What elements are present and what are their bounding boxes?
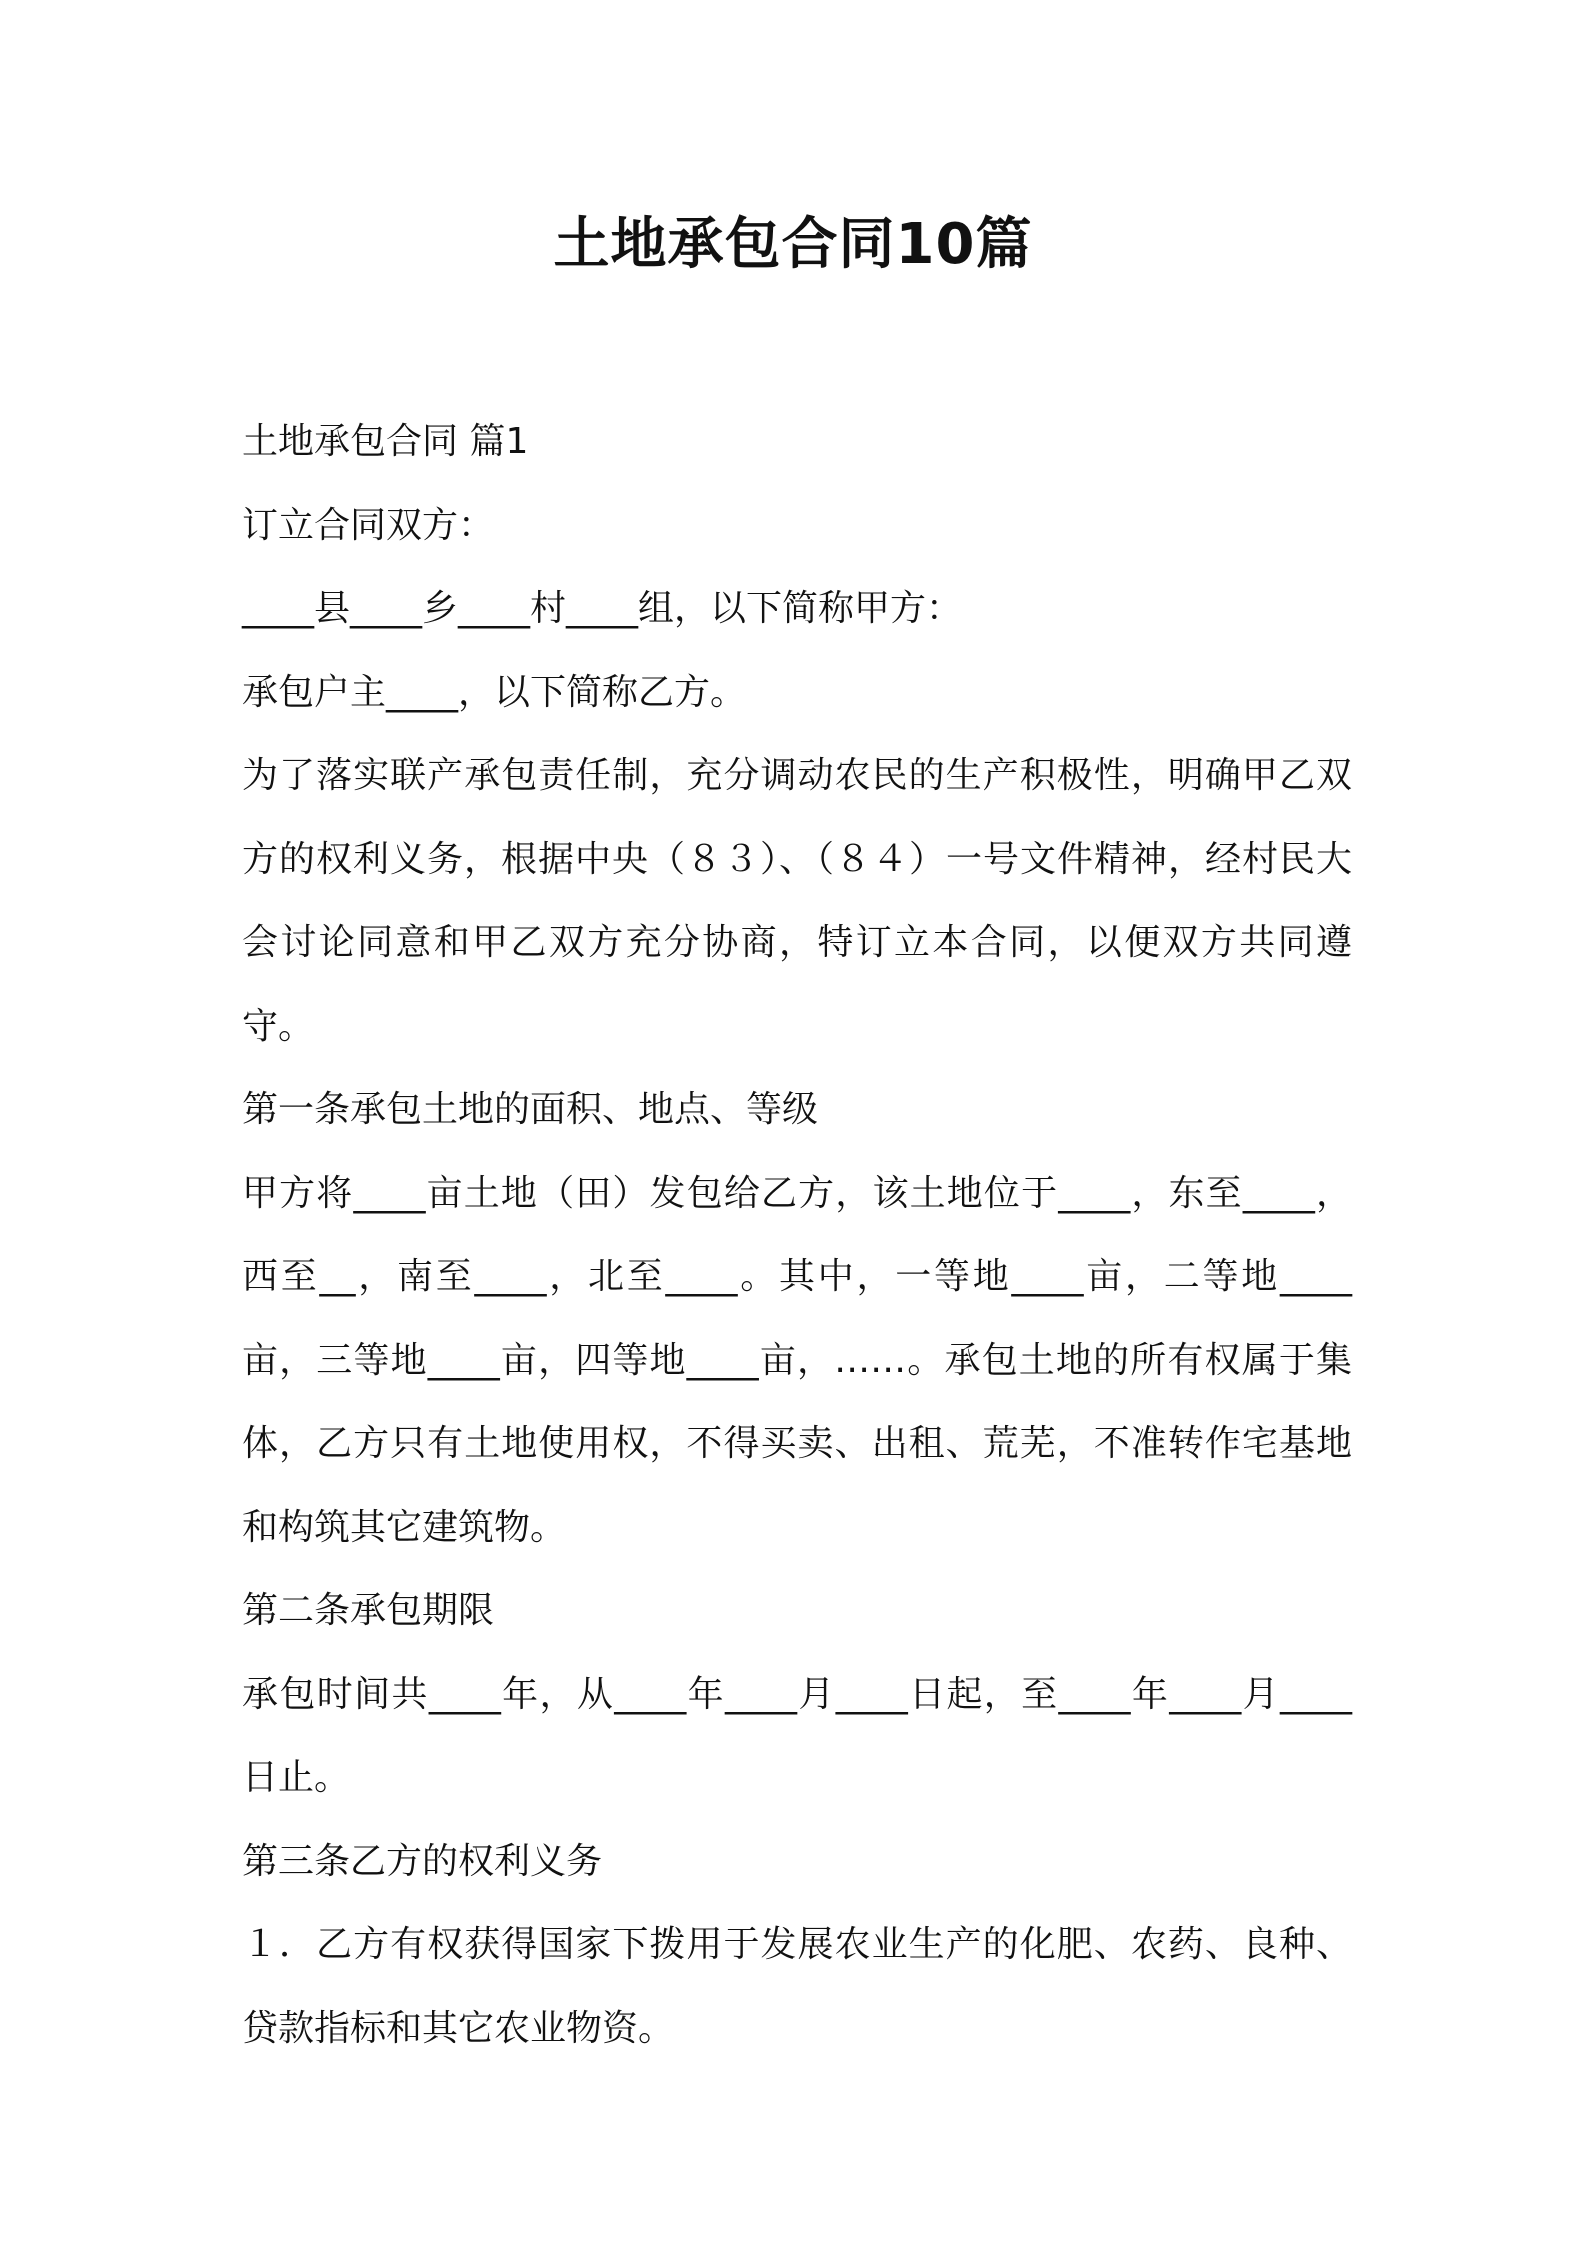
- article-3-heading: 第三条乙方的权利义务: [242, 1840, 603, 1882]
- section-heading: 土地承包合同 篇1: [242, 421, 529, 462]
- document-title: 土地承包合同10篇: [553, 212, 1033, 277]
- paragraph-parties-intro: 订立合同双方：: [242, 504, 495, 546]
- paragraph-party-a: ____县____乡____村____组，以下简称甲方：: [242, 588, 963, 629]
- article-2-body: 承包时间共____年，从____年____月____日起，至____年____月____日止。: [242, 1673, 1352, 1798]
- document-body: [242, 400, 1352, 2070]
- paragraph-purpose: 为了落实联产承包责任制，充分调动农民的生产积极性，明确甲乙双方的权利义务，根据中央（８３）、（８４）一号文件精神，经村民大会讨论同意和甲乙双方充分协商，特订立本合同，以便双方共同遵守。: [242, 755, 1352, 1047]
- article-1-body: 甲方将____亩土地（田）发包给乙方，该土地位于____，东至____，西至__，南至____，北至____。其中，一等地____亩，二等地____亩，三等地____亩，四等地____亩，……。承包土地的所有权属于集体，乙方只有土地使用权，不得买卖、出租、荒芜，不准转作宅基地和构筑其它建筑物。: [242, 1172, 1352, 1548]
- article-3-item-1: １．乙方有权获得国家下拨用于发展农业生产的化肥、农药、良种、贷款指标和其它农业物资。: [242, 1924, 1352, 2049]
- article-1-heading: 第一条承包土地的面积、地点、等级: [242, 1089, 819, 1130]
- paragraph-party-b: 承包户主____，以下简称乙方。: [242, 671, 747, 713]
- article-2-heading: 第二条承包期限: [242, 1590, 495, 1631]
